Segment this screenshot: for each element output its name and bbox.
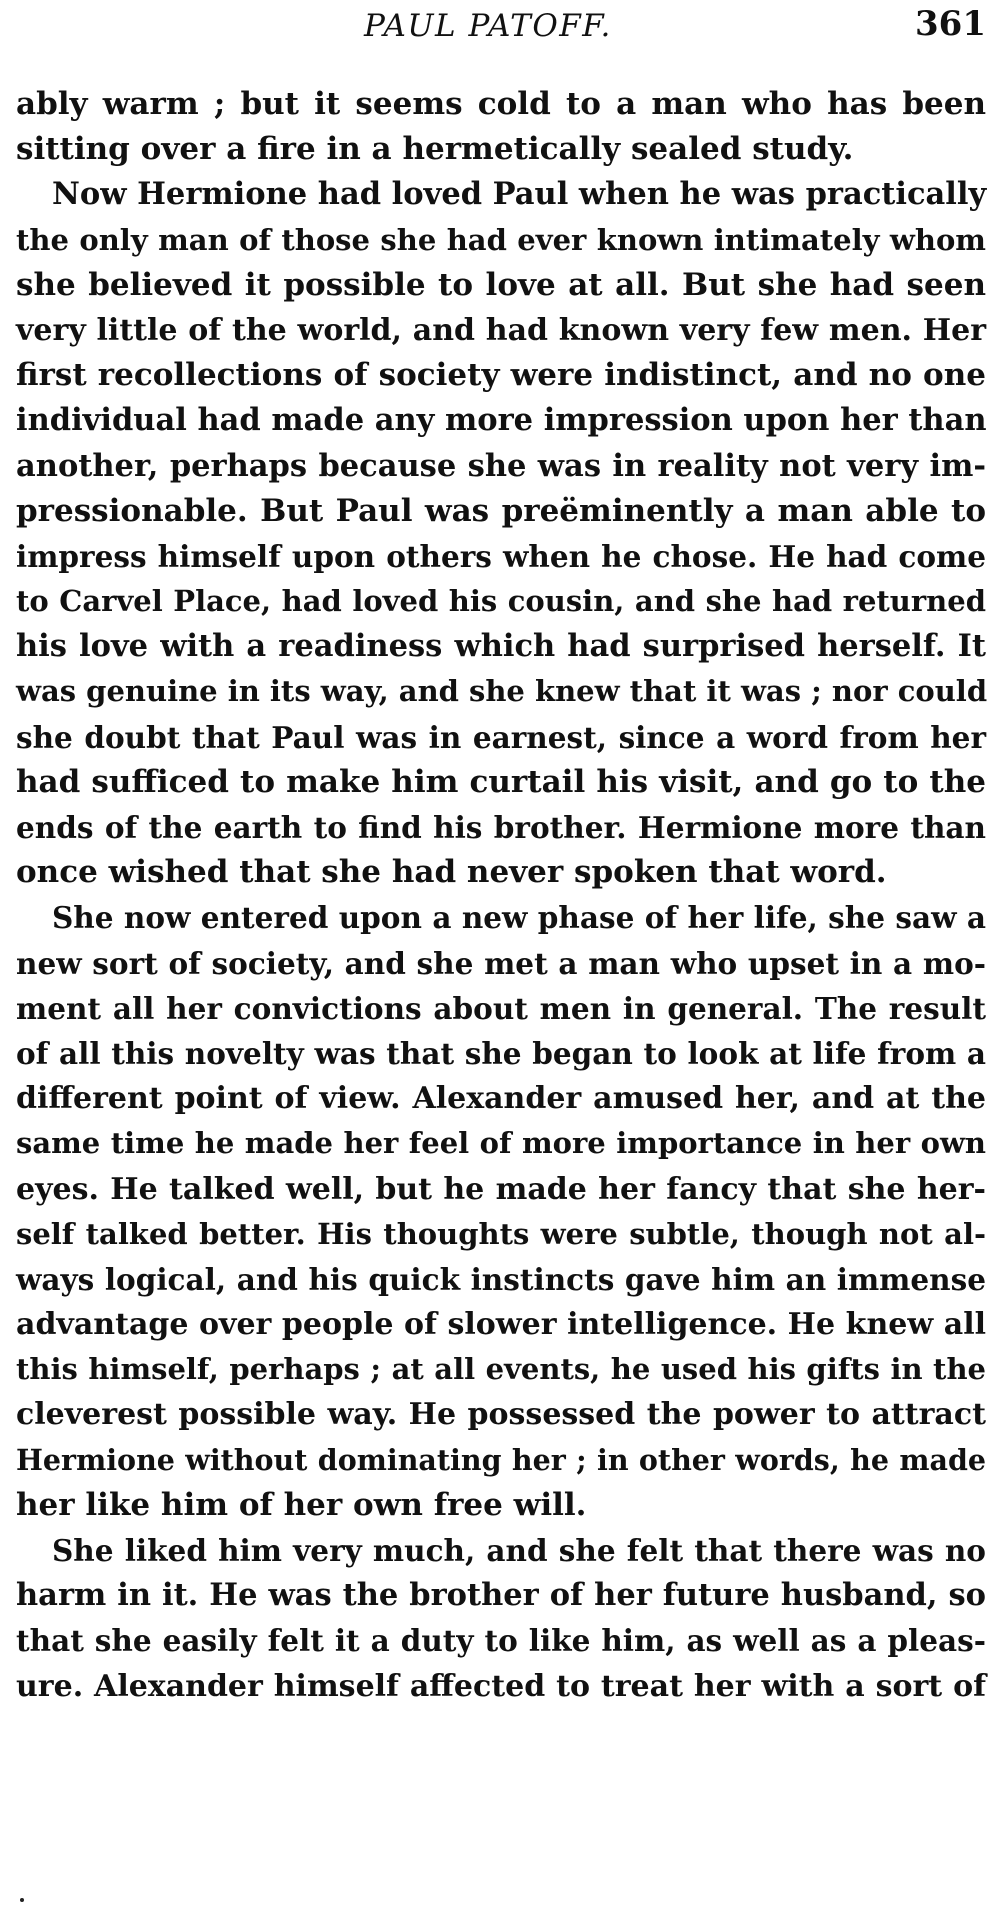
text-line: first recollections of society were indistinct, and no one	[16, 357, 986, 394]
paragraph	[16, 895, 986, 1528]
page-header	[16, 0, 986, 58]
paragraph	[16, 1528, 986, 1709]
text-line: ure. Alexander himself affected to treat her with a sort of	[16, 1668, 986, 1704]
text-line: She liked him very much, and she felt that there was no	[52, 1533, 986, 1568]
text-line: sitting over a fire in a hermetically sealed study.	[16, 131, 854, 168]
text-line: She now entered upon a new phase of her life, she saw a	[52, 900, 986, 936]
running-title: PAUL PATOFF.	[364, 8, 612, 44]
text-line: was genuine in its way, and she knew that it was ; nor could	[16, 674, 988, 709]
text-line: harm in it. He was the brother of her future husband, so	[16, 1577, 986, 1614]
text-line: the only man of those she had ever known intimately whom	[16, 222, 986, 257]
text-line: pressionable. But Paul was preëminently a man able to	[16, 492, 986, 529]
text-line: she doubt that Paul was in earnest, since a word from her	[16, 719, 986, 755]
text-line: new sort of society, and she met a man who upset in a mo-	[16, 945, 986, 981]
page-number: 361	[915, 4, 986, 44]
text-line: another, perhaps because she was in reality not very im-	[16, 447, 986, 484]
text-line: ment all her convictions about men in general. The result	[16, 990, 986, 1026]
text-line: cleverest possible way. He possessed the power to attract	[16, 1397, 986, 1433]
text-line: ably warm ; but it seems cold to a man who has been	[16, 86, 986, 122]
text-line: impress himself upon others when he chose. He had come	[16, 538, 986, 574]
text-line: her like him of her own free will.	[16, 1486, 587, 1523]
text-line: ways logical, and his quick instincts gave him an immense	[16, 1261, 986, 1297]
text-line: different point of view. Alexander amused her, and at the	[16, 1081, 986, 1117]
text-line: advantage over people of slower intelligence. He knew all	[16, 1307, 986, 1343]
paragraph	[16, 82, 986, 172]
text-line: Now Hermione had loved Paul when he was practically	[52, 176, 987, 213]
text-line: that she easily felt it a duty to like him, as well as a pleas-	[16, 1623, 986, 1659]
paragraph	[16, 172, 986, 895]
text-line: his love with a readiness which had surprised herself. It	[16, 628, 986, 665]
text-line: very little of the world, and had known very few men. Her	[16, 312, 986, 348]
text-line: of all this novelty was that she began to look at life from a	[16, 1035, 986, 1071]
body-text	[16, 82, 986, 1709]
text-line: she believed it possible to love at all. But she had seen	[16, 266, 986, 303]
text-line: had sufficed to make him curtail his visit, and go to the	[16, 763, 986, 800]
text-line: once wished that she had never spoken that word.	[16, 854, 887, 891]
text-line: same time he made her feel of more importance in her own	[16, 1126, 986, 1161]
text-line: self talked better. His thoughts were subtle, though not al-	[16, 1216, 986, 1251]
text-line: this himself, perhaps ; at all events, he used his gifts in the	[16, 1352, 986, 1387]
text-line: to Carvel Place, had loved his cousin, and she had returned	[16, 584, 986, 619]
stray-ink-mark	[20, 1898, 24, 1902]
text-line: Hermione without dominating her ; in other words, he made	[16, 1442, 986, 1477]
text-line: eyes. He talked well, but he made her fancy that she her-	[16, 1171, 986, 1207]
book-page	[16, 0, 986, 1709]
text-line: ends of the earth to find his brother. Hermione more than	[16, 810, 986, 845]
text-line: individual had made any more impression upon her than	[16, 402, 987, 439]
